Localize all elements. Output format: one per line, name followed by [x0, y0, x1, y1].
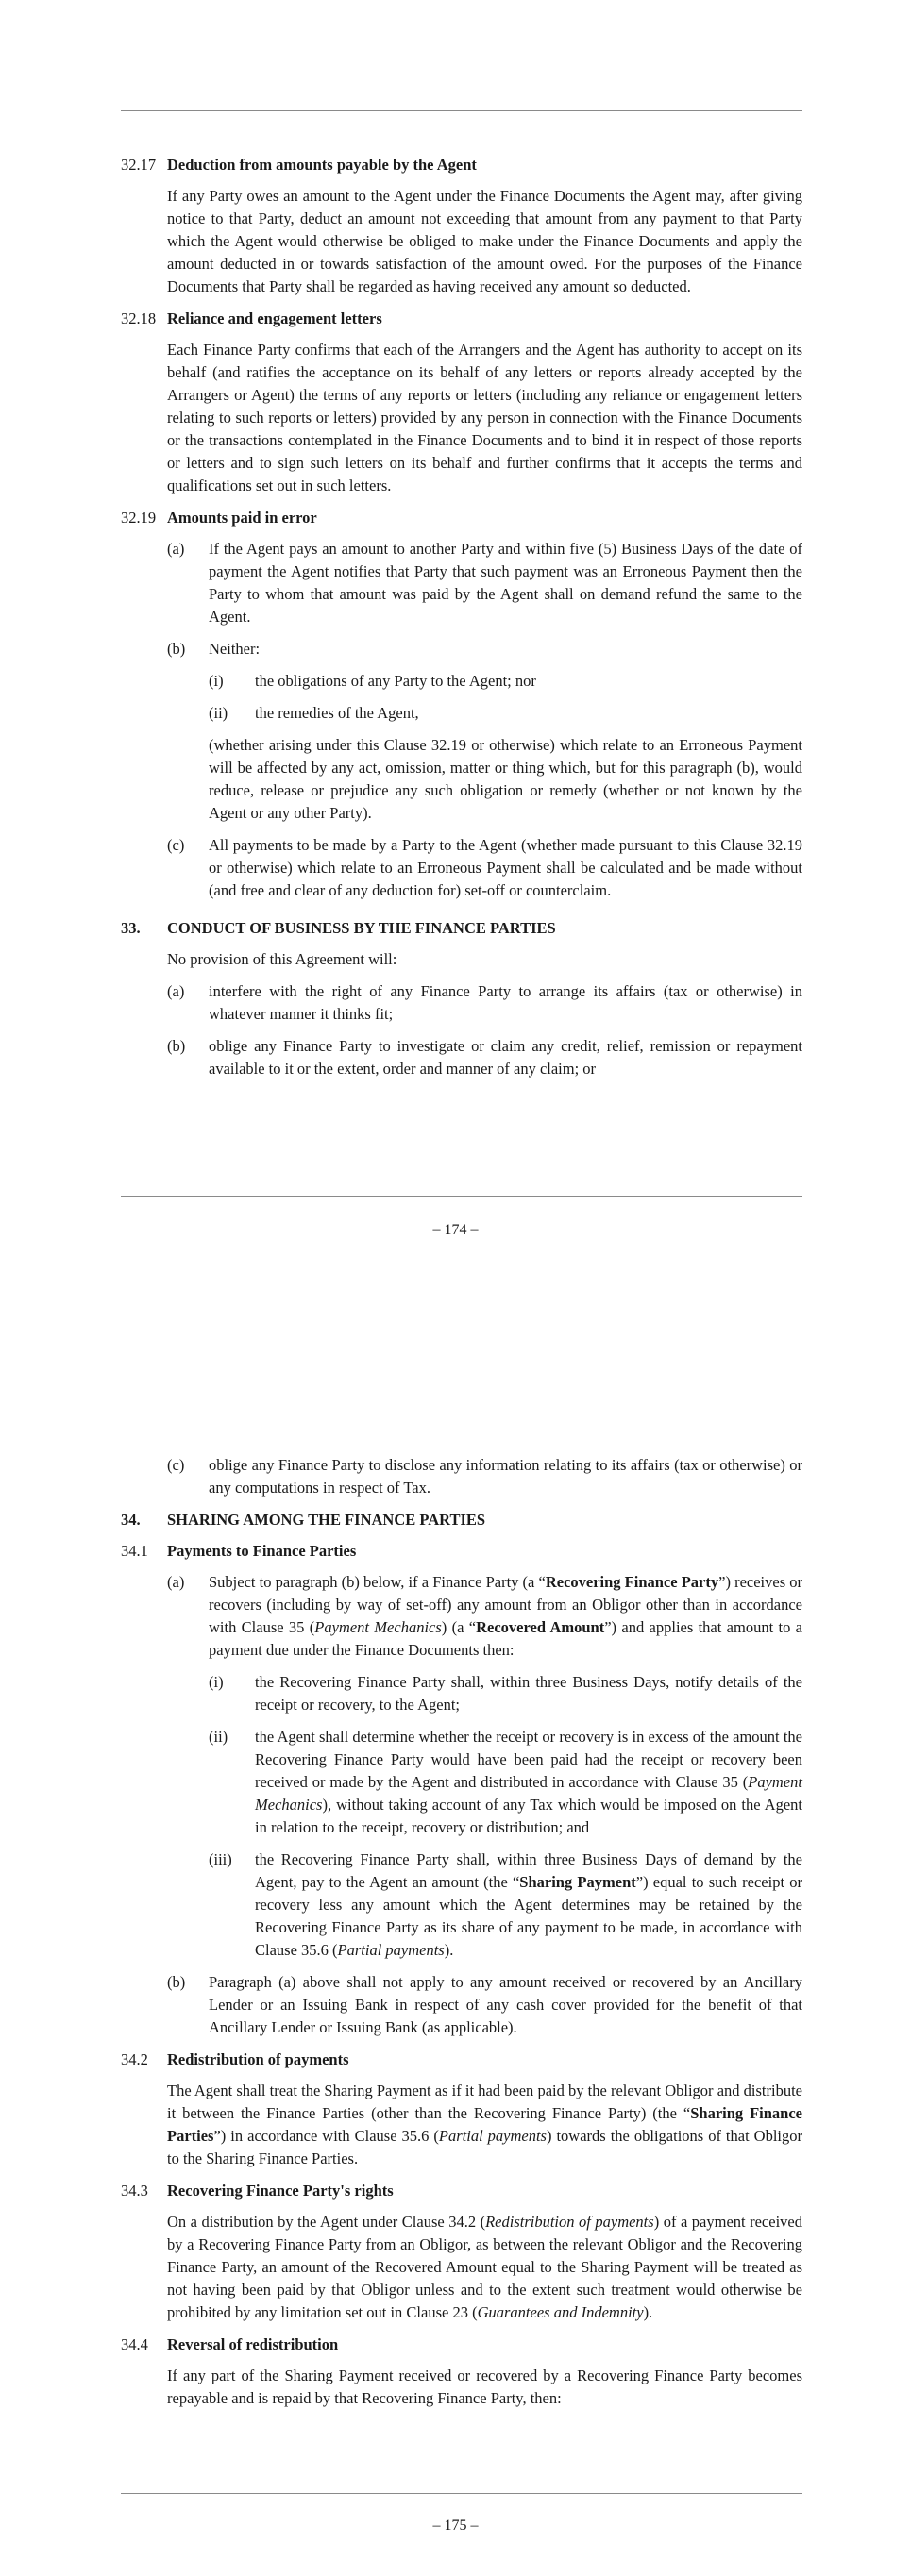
subparagraph-text: the Agent shall determine whether the receipt or recovery is in excess of the amount the Recovering Finance Party would have been paid had the receipt or recovery been received or made by the Agent and distributed in accordance with Clause 35 (Payment Mechanics), without taking account of any Tax which would be imposed on the Agent in relation to the receipt, recovery or distribution; and: [255, 1728, 802, 1836]
subparagraph-ii: [121, 702, 802, 725]
subparagraph-label: (i): [209, 1673, 224, 1691]
clause-title: Reversal of redistribution: [167, 2335, 339, 2353]
paragraph-text: oblige any Finance Party to investigate or claim any credit, relief, remission or repayment available to it or the extent, order and manner of any claim; or: [209, 1037, 802, 1078]
paragraph-label: (c): [167, 1456, 185, 1474]
paragraph-a: [121, 1571, 802, 1662]
page-number: – 174 –: [432, 1222, 479, 1238]
paragraph-label: (a): [167, 540, 185, 558]
paragraph-text: interfere with the right of any Finance Party to arrange its affairs (tax or otherwise) in whatever manner it thinks fit;: [209, 982, 802, 1023]
paragraph-c: [121, 834, 802, 902]
paragraph-text: All payments to be made by a Party to the Agent (whether made pursuant to this Clause 32.19 or otherwise) which relate to an Erroneous Payment shall be calculated and be made without (and free and clear of any deduction for) set-off or counterclaim.: [209, 836, 802, 899]
page-175: [0, 1288, 911, 2576]
paragraph-label: (b): [167, 1973, 186, 1991]
page-bottom-rule: [121, 2493, 802, 2494]
paragraph-label: (c): [167, 836, 185, 854]
clause-intro: No provision of this Agreement will:: [167, 950, 397, 968]
page-number: – 175 –: [432, 2517, 479, 2534]
clause-title: SHARING AMONG THE FINANCE PARTIES: [167, 1511, 486, 1529]
clause-number: 32.17: [121, 156, 157, 174]
paragraph-label: (a): [167, 982, 185, 1000]
subparagraph-text: the remedies of the Agent,: [255, 704, 419, 722]
subparagraph-ii: [121, 1726, 802, 1839]
subparagraph-label: (ii): [209, 704, 228, 722]
subparagraph-text: the Recovering Finance Party shall, within three Business Days, notify details of the receipt or recovery, to the Agent;: [255, 1673, 802, 1714]
clause-heading-34-2: [121, 2049, 802, 2071]
clause-number: 33.: [121, 919, 141, 937]
defined-term: Sharing Payment: [519, 1873, 636, 1891]
clause-number: 34.4: [121, 2335, 148, 2353]
paragraph-b: [121, 1971, 802, 2039]
clause-title: Redistribution of payments: [167, 2050, 349, 2068]
subparagraph-label: (iii): [209, 1850, 232, 1868]
clause-title: Deduction from amounts payable by the Agent: [167, 156, 477, 174]
clause-heading-32-19: [121, 507, 802, 529]
clause-body: The Agent shall treat the Sharing Payment as if it had been paid by the relevant Obligor and distribute it between the Finance Parties (other than the Recovering Finance Party) (the “Sharing Finance Parties”) in accordance with Clause 35.6 (Partial payments) towards the obligations of that Obligor to the Sharing Finance Parties.: [167, 2082, 803, 2167]
paragraph-b: [121, 1035, 802, 1080]
cross-reference: Payment Mechanics: [255, 1773, 802, 1814]
clause-number: 32.18: [121, 309, 157, 327]
paragraph-text: oblige any Finance Party to disclose any information relating to its affairs (tax or otherwise) or any computations in respect of Tax.: [209, 1456, 802, 1497]
page-content: [121, 1454, 802, 2419]
paragraph-text: Paragraph (a) above shall not apply to any amount received or recovered by an Ancillary Lender or an Issuing Bank in respect of any cash cover provided for the benefit of that Ancillary Lender or Issuing Bank (as applicable).: [209, 1973, 802, 2036]
clause-body: On a distribution by the Agent under Clause 34.2 (Redistribution of payments) of a payment received by a Recovering Finance Party from an Obligor, as between the relevant Obligor and the Recovering Finance Party, an amount of the Recovered Amount equal to the Sharing Payment will be treated as not having been paid by that Obligor unless and to the extent such treatment would otherwise be prohibited by any limitation set out in Clause 23 (Guarantees and Indemnity).: [167, 2213, 802, 2321]
clause-number: 34.3: [121, 2182, 148, 2200]
paragraph-a: [121, 538, 802, 628]
clause-body: If any part of the Sharing Payment received or recovered by a Recovering Finance Party becomes repayable and is repaid by that Recovering Finance Party, then:: [167, 2367, 802, 2407]
clause-number: 32.19: [121, 509, 157, 527]
cross-reference: Payment Mechanics: [314, 1618, 442, 1636]
page-content: [121, 154, 802, 1090]
defined-term: Recovered Amount: [476, 1618, 605, 1636]
clause-title: Reliance and engagement letters: [167, 309, 382, 327]
paragraph-text: If the Agent pays an amount to another Party and within five (5) Business Days of the date of payment the Agent notifies that Party that such payment was an Erroneous Payment then the Party to whom that amount was paid by the Agent shall on demand refund the same to the Agent.: [209, 540, 802, 626]
clause-body: Each Finance Party confirms that each of the Arrangers and the Agent has authority to accept on its behalf (and ratifies the acceptance on its behalf of any letters or reports already accepted by the Arrangers or Agent) the terms of any reports or letters (including any reliance or engagement letters relating to such reports or letters) provided by any person in connection with the Finance Documents or the transactions contemplated in the Finance Documents and to bind it in respect of those reports or letters and to sign such letters on its behalf and further confirms that it accepts the terms and qualifications set out in such letters.: [167, 341, 802, 494]
clause-heading-34: [121, 1509, 802, 1531]
clause-title: Payments to Finance Parties: [167, 1542, 357, 1560]
paragraph-text: Neither:: [209, 640, 261, 658]
clause-number: 34.1: [121, 1542, 148, 1560]
clause-heading-33: [121, 917, 802, 940]
paragraph-label: (b): [167, 1037, 186, 1055]
clause-title: CONDUCT OF BUSINESS BY THE FINANCE PARTIES: [167, 919, 556, 937]
clause-heading-34-3: [121, 2180, 802, 2202]
paragraph-label: (a): [167, 1573, 185, 1591]
paragraph-c: [121, 1454, 802, 1499]
paragraph-text: Subject to paragraph (b) below, if a Finance Party (a “Recovering Finance Party”) receives or recovers (including by way of set-off) any amount from an Obligor other than in accordance with Clause 35 (Payment Mechanics) (a “Recovered Amount”) and applies that amount to a payment due under the Finance Documents then:: [209, 1573, 803, 1659]
cross-reference: Redistribution of payments: [485, 2213, 654, 2231]
clause-heading-34-1: [121, 1540, 802, 1563]
clause-body: If any Party owes an amount to the Agent under the Finance Documents the Agent may, after giving notice to that Party, deduct an amount not exceeding that amount from any payment to that Party which the Agent would otherwise be obliged to make under the Finance Documents and apply the amount deducted in or towards satisfaction of the amount owed. For the purposes of the Finance Documents that Party shall be regarded as having received any amount so deducted.: [167, 187, 802, 295]
page-bottom-rule: [121, 1196, 802, 1197]
paragraph-continuation: (whether arising under this Clause 32.19 or otherwise) which relate to an Erroneous Payment will be affected by any act, omission, matter or thing which, but for this paragraph (b), would reduce, release or prejudice any such obligation or remedy (whether or not known by the Agent or any other Party).: [209, 736, 802, 822]
subparagraph-iii: [121, 1848, 802, 1962]
defined-term: Sharing Finance Parties: [167, 2104, 803, 2145]
subparagraph-label: (i): [209, 672, 224, 690]
page-top-rule: [121, 110, 802, 111]
clause-heading-32-17: [121, 154, 802, 176]
paragraph-b: [121, 638, 802, 661]
subparagraph-label: (ii): [209, 1728, 228, 1746]
clause-heading-32-18: [121, 308, 802, 330]
clause-number: 34.: [121, 1511, 141, 1529]
paragraph-label: (b): [167, 640, 186, 658]
clause-title: Recovering Finance Party's rights: [167, 2182, 394, 2200]
clause-number: 34.2: [121, 2050, 148, 2068]
cross-reference: Partial payments: [337, 1941, 445, 1959]
subparagraph-text: the obligations of any Party to the Agent; nor: [255, 672, 536, 690]
clause-heading-34-4: [121, 2333, 802, 2356]
subparagraph-i: [121, 1671, 802, 1716]
paragraph-a: [121, 980, 802, 1026]
clause-title: Amounts paid in error: [167, 509, 317, 527]
defined-term: Recovering Finance Party: [545, 1573, 719, 1591]
subparagraph-text: the Recovering Finance Party shall, within three Business Days of demand by the Agent, pay to the Agent an amount (the “Sharing Payment”) equal to such receipt or recovery less any amount which the Agent determines may be retained by the Recovering Finance Party as its share of any payment to be made, in accordance with Clause 35.6 (Partial payments).: [255, 1850, 802, 1959]
cross-reference: Guarantees and Indemnity: [477, 2303, 644, 2321]
subparagraph-i: [121, 670, 802, 693]
cross-reference: Partial payments: [438, 2127, 547, 2145]
